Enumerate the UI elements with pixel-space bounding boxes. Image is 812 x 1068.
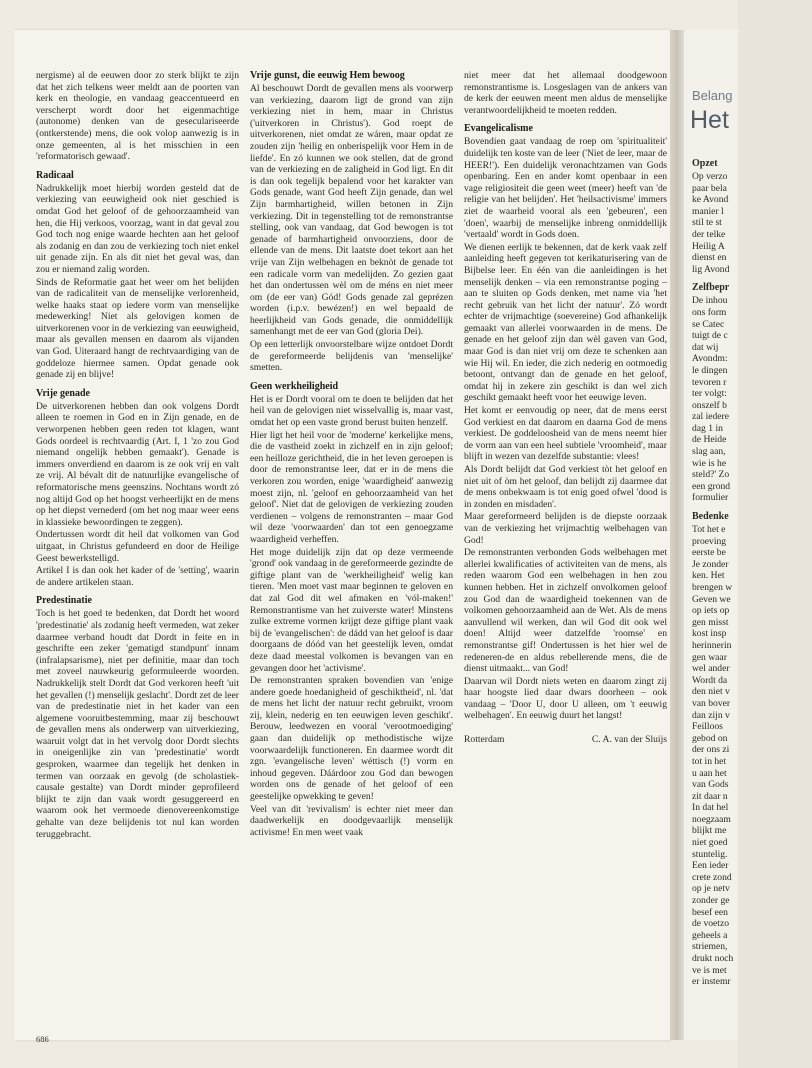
paragraph: Al beschouwt Dordt de gevallen mens als voorwerp van verkiezing, daarom ligt de grond van zijn verkiezing niet in hem, maar in Christus ('uitverkoren in Christus'). God roept de uitverkorenen, niet omdat ze wáren, maar opdat ze zouden zijn 'heilig en onberispelijk voor Hem in de liefde'. En zó kunnen we ook stellen, dat de grond van de verkiezing en de zaligheid in God ligt. En dit is dan ook tegelijk bepalend voor het karakter van Gods genade, want God heeft Zijn genade, dan wel Zijn barmhartigheid, willen betonen in Zijn verkiezing. Dit in tegenstelling tot de remonstrantse stelling, ook van vandaag, dat God bewogen is tot genade of barmhartigheid onvoorziens, door de ellende van de mens. Dit laatste doet tekort aan het vrije van Zijn welbehagen en beknòt de genade tot een radicale vorm van medelijden. Zo gezien gaat het dan ondertussen wèl om de méns en niet meer om (de eer van) Gód! Gods genade zal geprézen worden (i.p.v. bewézen!) en wel bepaald de heerlijkheid van Gods genade, die onmiddellijk samenhangt met de eer van God (gloria Dei).: [250, 83, 453, 338]
paragraph: Maar gereformeerd belijden is de diepste oorzaak van de verkiezing het vrijmachtig welbehagen van God!: [464, 511, 667, 546]
next-page-column: [692, 158, 812, 1038]
section-heading-bedenken: Bedenke: [692, 511, 729, 523]
place-name: Rotterdam: [464, 734, 505, 746]
page-number: 686: [36, 1034, 49, 1044]
section-heading-opzet: Opzet: [692, 158, 718, 169]
section-heading-evangelicalisme: Evangelicalisme: [464, 123, 533, 135]
section-heading-vrije-genade: Vrije genade: [36, 387, 90, 399]
magazine-page: [14, 30, 670, 1044]
paragraph: nergisme) al de eeuwen door zo sterk blijkt te zijn dat het zich telkens weer meldt aan de poorten van kerk en theologie, en vandaag geaccentueerd en verscherpt wordt door het eigenmachtige (autonome) denken van de geseculariseerde (ontkerstende) mens, die ook volop aanwezig is in onze gemeenten, al is het misschien in een 'reformatorisch gewaad'.: [36, 70, 239, 163]
paragraph: Het is er Dordt vooral om te doen te belijden dat het heil van de gelovigen niet wisselvallig is, maar vast, omdat het op een vaste grond berust buiten henzelf.: [250, 393, 453, 429]
paragraph: niet meer dat het allemaal doodgewoon remonstrantisme is. Losgeslagen van de ankers van de kerk der eeuwen meent men aldus de menselijke verantwoordelijkheid te moeten redden.: [464, 70, 667, 116]
book-gutter: [670, 30, 684, 1040]
section-heading-radicaal: Radicaal: [36, 169, 74, 181]
next-page-title: Het: [690, 106, 729, 134]
paragraph: Op een letterlijk onvoorstelbare wijze ontdoet Dordt de gereformeerde belijdenis van 'menselijke' smetten.: [250, 339, 453, 374]
paragraph: Veel van dit 'revivalism' is echter niet meer dan daadwerkelijk en doodgevaarlijk menselijk activisme! En men weet vaak: [250, 803, 453, 838]
paragraph: Daarvan wil Dordt niets weten en daarom zingt zij haar hoogste lied daar dwars doorheen – ook vandaag – 'Door U, door U alleen, om 't eeuwig welbehagen'. En eeuwig duurt het langst!: [464, 675, 667, 722]
paragraph: Sinds de Reformatie gaat het weer om het belijden van de radicaliteit van de menselijke verlorenheid, welke haaks staat op iedere vorm van menselijke medewerking! Niet als gelovigen komen de uitverkorenen voor in de verkiezing van eeuwigheid, maar als gevallen mensen en daarom als vijanden van God. Uiteraard hangt de rechtvaardiging van de goddeloze hiermee samen. Opdat genade ook genade zij en blijve!: [36, 276, 239, 381]
text-column-2: [250, 70, 453, 1015]
next-page-edge: [684, 30, 738, 1040]
paragraph: We dienen eerlijk te bekennen, dat de kerk vaak zelf aanleiding heeft gegeven tot kerikaturisering van de Bijbelse leer. En één van die aanleidingen is het menselijk denken – via een remonstrantse poging – aan te sluiten op Gods denken, met name via 'het recht gebruik van het licht der natuur'. Zó wordt echter de vrijmachtige (soevereine) God afhankelijk gemaakt van allerlei voorwaarden in de mens. De genade en het geloof zijn dan wèl gaven van God, maar God is dan niet vrij om deze te schenken aan wie Hij wil. En ieder, die zich nederig en ootmoedig betoont, ontvangt dan de genade en het geloof, omdat hij in zekere zin geschikt is dan wel zich geschikt gemaakt heeft voor het eeuwige leven.: [464, 241, 667, 404]
text-column-3: [464, 70, 667, 746]
paragraph: Hier ligt het heil voor de 'moderne' kerkelijke mens, die de vastheid zoekt in zichzelf en in zijn geloof; een heilloze gerichtheid, die in het leven geroepen is door de remonstrantse leer, dat er in de mens die verkoren zou worden, enige 'waardigheid' aanwezig moest zijn, nl. 'geloof en gehoorzaamheid van het geloof'. Niet dat de gelovigen de verkiezing zouden verdienen – volgens de remonstranten – maar God wil deze 'voorwaarden' dan tot een genoegzame waardigheid verheffen.: [250, 429, 453, 545]
paragraph: Het moge duidelijk zijn dat op deze vermeende 'grond' ook vandaag in de gereformeerde gezindte de giftige plant van de 'werkheiligheid' welig kan tieren. 'Men moet vast maar beginnen te geloven en dat zal God dit wel afmaken en 'vól-maken!' Remonstrantisme van het zuiverste water! Minstens zulke extreme vormen krijgt deze giftige plant vaak bij de 'evangelischen': de dádd van het geloof is daar doorgaans de dóód van het geestelijk leven, omdat deze daad meestal volkomen is bevangen van en gevangen door het 'activisme'.: [250, 546, 453, 674]
paragraph: Op verzo paar bela ke Avond manier l stil te st der telke Heilig A dienst en lig Avond: [692, 171, 730, 275]
paragraph: Het komt er eenvoudig op neer, dat de mens eerst God verkiest en dat daarom en daarna God de mens verkiest. De goddeloosheid van de mens neemt hier de vorm aan van een heel subtiele 'vroomheid', maar blijft in wezen van dezelfde substantie: vlees!: [464, 405, 667, 463]
paragraph: Als Dordt belijdt dat God verkiest tòt het geloof en niet uit of òm het geloof, dan belijdt zij daarmee dat de mens onbekwaam is tot enig goed ofwel 'dood is in zonden en misdaden'.: [464, 464, 667, 510]
text-column-1: [36, 70, 239, 1015]
section-heading-predestinatie: Predestinatie: [36, 595, 92, 607]
section-heading-vrije-gunst: Vrije gunst, die eeuwig Hem bewoog: [250, 70, 405, 81]
paragraph: De remonstranten verbonden Gods welbehagen met allerlei kwalificaties of activiteiten van de mens, als reden waarom God een welbehagen in hen zou kunnen hebben. Het in zichzelf onvolkomen geloof zou God dan de waardigheid toekennen van de volkomen gehoorzaamheid aan de Wet. Als de mens aanvullend wil werken, dan wil God dit ook wel doen! Altijd weer datzelfde 'roomse' en remonstrantse gif! Ondertussen is het hier wel de redeneren-de en aldus rebellerende mens, die de dienst uitmaakt... van God!: [464, 547, 667, 675]
paragraph: De remonstranten spraken bovendien van 'enige andere goede hoedanigheid of geschiktheid', nl. 'dat de mens het licht der natuur recht gebruikt, vroom zij, klein, nederig en ten eeuwigen leven geschikt'. Berouw, leedwezen en vooral 'verootmoediging' gaan dan duidelijk op methodistische wijze voorwaardelijk functioneren. En daarmee wordt dit zgn. 'evangelische leven' wéttisch (!) vorm en inhoud gegeven. Dáárdoor zou God dan bewogen worden ons de genade of het geloof of een geestelijke opwekking te geven!: [250, 675, 453, 803]
section-heading-zelfbeproeving: Zelfbepr: [692, 282, 730, 294]
paragraph: De uitverkorenen hebben dan ook volgens Dordt alleen te roemen in God en in Zijn genade, en de verworpenen hebben geen reden tot klagen, want Gods oordeel is rechtvaardig (Art. I, 1 'zo zou God niemand ongelijk hebben gemaakt'). Genade is immers onverdiend en daarom is ze ook vrij en valt ze vrij. Al bévalt dit de natuurlijke evangelische of reformatorische mens geenszins. Nochtans wordt zó nog altijd God op het hoogst verheerlijkt en de mens op het diepst vernederd (om het nog maar weer eens in klassieke bewoordingen te zeggen).: [36, 400, 239, 528]
section-heading-geen-werkheiligheid: Geen werkheiligheid: [250, 380, 339, 392]
paragraph: Tot het e proeving eerste be Je zonder ken. Het brengen w Geven we op iets op gen misst kost insp herinnerin gen waar wel ander Wordt da den niet v van bover dan zijn v Feilloos gebod on der ons zi tot in het u aan het van Gods zit daar n In dat hel noegzaam blijkt me niet goed stuntelig. Een ieder crete zond op je netv zonder ge besef een de voetzo geheels a striemen, drukt noch ve is met er instemr: [692, 524, 734, 988]
paragraph: Nadrukkelijk moet hierbij worden gesteld dat de verkiezing van eeuwigheid ook niet geschied is omdat God het geloof of de gehoorzaamheid van hen, die Hij verkoos, voorzag, want in dat geval zou God toch nog enige waarde hechten aan het geloof als zodanig en dan zou de verkiezing toch niet enkel uit genade zijn. En als dit niet het geval was, dan zou er niemand zalig worden.: [36, 182, 239, 275]
paragraph: De inhou ons form se Catec tuigt de c dat wij Avondm: le dingen tevoren r ter volgt: onszelf b zal iedere dag 1 in de Heide slag aan, wie is he steld?' Zo een grond formulier: [692, 295, 731, 504]
next-page-kicker: Belang: [692, 88, 733, 103]
paragraph: Toch is het goed te bedenken, dat Dordt het woord 'predestinatie' als zodanig heeft vermeden, wat zeker daarmee verband houdt dat Dordt in feite en in geschrifte een zeker 'gematigd standpunt' innam (infralapsarisme), niet per definitie, maar dan toch met zoveel nauwkeurig geformuleerde woorden. Nadrukkelijk stelt Dordt dat God verkoren heeft 'uit het gevallen (!) menselijk geslacht'. Dordt zet de leer van de predestinatie niet in het kader van een algemene vooruitbestemming, maar zij beschouwt de gevallen mens als onderwerp van uitverkiezing, waaruit volgt dat in het vervolg door Dordt slechts in oneigenlijke zin van 'predestinatie' wordt gesproken, waarmee dan tegelijk het denken in termen van oorzaak en gevolg (de scholastiek-causale gestalte) van Dordt minder geprofileerd blijkt te zijn dan vaak wordt gesuggereerd en waarom ook het vermoede dienovereenkomstige gehalte van deze belijdenis tot nul kan worden teruggebracht.: [36, 608, 239, 840]
author-name: C. A. van der Sluijs: [591, 734, 667, 746]
paragraph: Bovendien gaat vandaag de roep om 'spiritualiteit' duidelijk ten koste van de leer ('Niet de leer, maar de HEER!'). Een duidelijk veronachtzamen van Gods openbaring. Een en ander komt openbaar in een vage religiositeit die geen weet (meer) heeft van 'de religie van het belijden'. Het 'heilsactivisme' immers ziet de waarheid vooral als een 'gebeuren', een 'doen', waarbij de menselijke inbreng onmiddellijk 'vertaald' wordt in Gods doen.: [464, 136, 667, 241]
signature-line: [464, 734, 667, 746]
paragraph: Ondertussen wordt dit heil dat volkomen van God uitgaat, in Christus gefundeerd en door de Heilige Geest bewerkstelligd.: [36, 529, 239, 564]
paragraph: Artikel I is dan ook het kader of de 'setting', waarin de andere artikelen staan.: [36, 565, 239, 588]
